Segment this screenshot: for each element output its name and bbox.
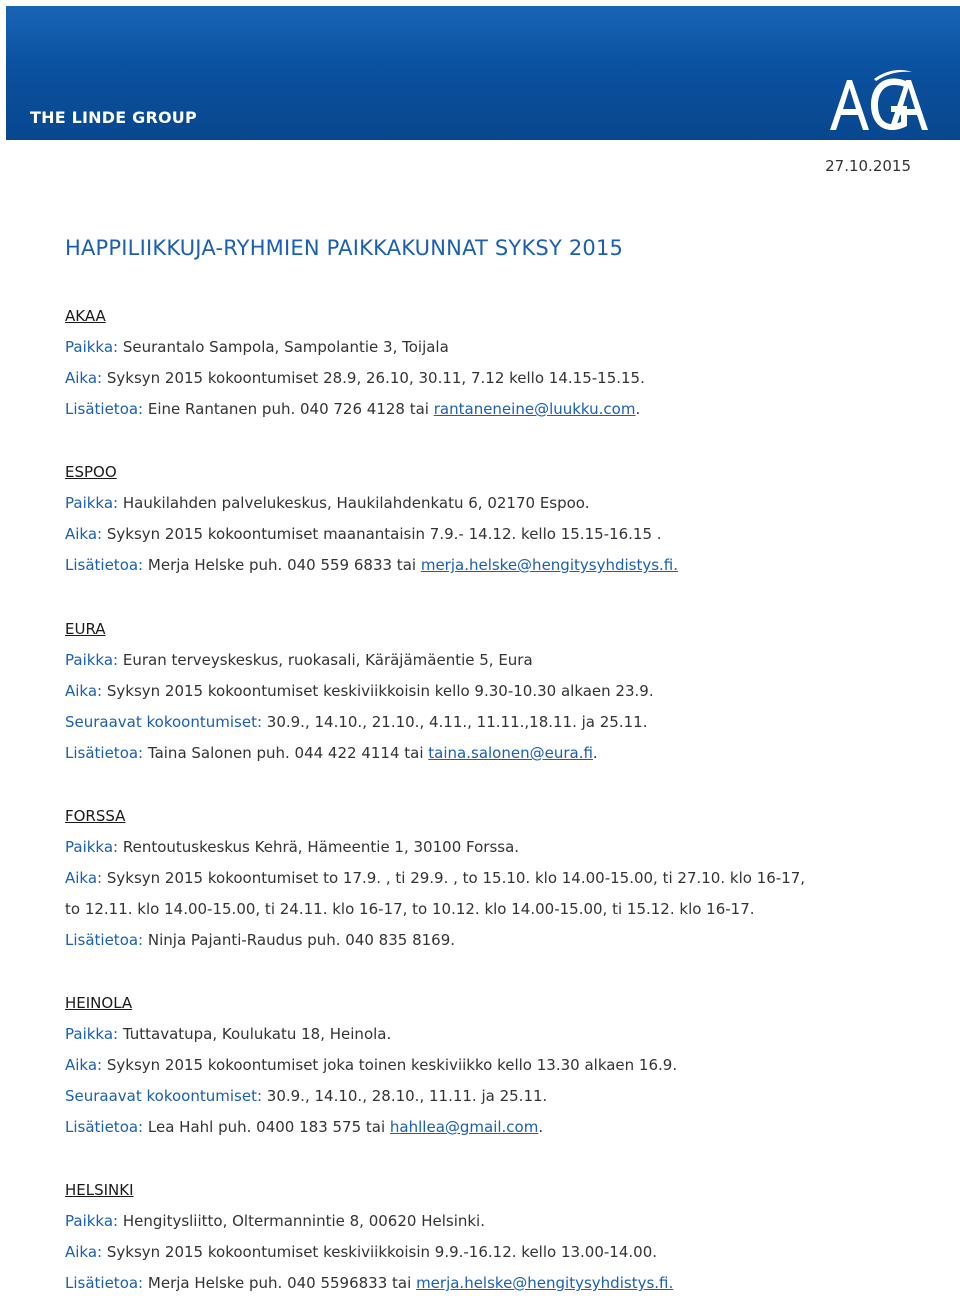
paikka-label: Paikka: — [65, 1025, 119, 1043]
paikka-line — [65, 1024, 925, 1055]
email-link[interactable]: merja.helske@hengitysyhdistys.fi. — [420, 556, 679, 574]
document-title: HAPPILIIKKUJA-RYHMIEN PAIKKAKUNNAT SYKSY 2015 — [65, 236, 624, 260]
section-akaa — [65, 306, 925, 430]
section-espoo — [65, 462, 925, 586]
trailing-period: . — [538, 1118, 544, 1136]
lisatietoa-line — [65, 930, 925, 961]
seuraavat-line — [65, 1086, 925, 1117]
lisatietoa-value: Merja Helske puh. 040 559 6833 tai — [143, 556, 421, 574]
lisatietoa-value: Merja Helske puh. 040 5596833 tai — [143, 1274, 417, 1292]
section-heading: ESPOO — [65, 463, 117, 481]
aika-label: Aika: — [65, 369, 103, 387]
paikka-line — [65, 337, 925, 368]
paikka-line — [65, 650, 925, 681]
paikka-value: Seurantalo Sampola, Sampolantie 3, Toijala — [118, 338, 449, 356]
aika-label: Aika: — [65, 869, 103, 887]
lisatietoa-line — [65, 555, 925, 586]
aika-continuation-line — [65, 899, 925, 930]
aika-label: Aika: — [65, 1243, 103, 1261]
paikka-label: Paikka: — [65, 338, 119, 356]
paikka-value: Hengitysliitto, Oltermannintie 8, 00620 Helsinki. — [118, 1212, 485, 1230]
paikka-label: Paikka: — [65, 838, 119, 856]
section-forssa — [65, 806, 925, 961]
seuraavat-line — [65, 712, 925, 743]
aika-line — [65, 1055, 925, 1086]
aika-line — [65, 1242, 925, 1273]
section-heading: EURA — [65, 620, 106, 638]
paikka-label: Paikka: — [65, 651, 119, 669]
section-helsinki — [65, 1180, 925, 1304]
paikka-line — [65, 1211, 925, 1242]
linde-group-brand: THE LINDE GROUP — [30, 108, 197, 127]
email-link[interactable]: rantaneneine@luukku.com — [433, 400, 636, 418]
paikka-line — [65, 493, 925, 524]
paikka-label: Paikka: — [65, 1212, 119, 1230]
paikka-line — [65, 837, 925, 868]
email-link[interactable]: hahllea@gmail.com — [389, 1118, 539, 1136]
lisatietoa-value: Taina Salonen puh. 044 422 4114 tai — [143, 744, 429, 762]
lisatietoa-line — [65, 399, 925, 430]
header-banner — [6, 6, 960, 140]
section-heading: AKAA — [65, 307, 106, 325]
aika-value: Syksyn 2015 kokoontumiset keskiviikkoisin 9.9.-16.12. kello 13.00-14.00. — [102, 1243, 658, 1261]
trailing-period: . — [592, 744, 598, 762]
paikka-value: Rentoutuskeskus Kehrä, Hämeentie 1, 30100 Forssa. — [118, 838, 520, 856]
paikka-value: Tuttavatupa, Koulukatu 18, Heinola. — [118, 1025, 392, 1043]
lisatietoa-value: Eine Rantanen puh. 040 726 4128 tai — [143, 400, 434, 418]
lisatietoa-label: Lisätietoa: — [65, 556, 144, 574]
section-heading: HELSINKI — [65, 1181, 134, 1199]
paikka-label: Paikka: — [65, 494, 119, 512]
lisatietoa-label: Lisätietoa: — [65, 744, 144, 762]
aga-logo — [828, 68, 932, 132]
lisatietoa-value: Ninja Pajanti-Raudus puh. 040 835 8169. — [143, 931, 456, 949]
aika-label: Aika: — [65, 682, 103, 700]
banner-gradient — [6, 6, 960, 66]
aika-value: Syksyn 2015 kokoontumiset joka toinen keskiviikko kello 13.30 alkaen 16.9. — [102, 1056, 678, 1074]
aika-line — [65, 368, 925, 399]
aika-value: Syksyn 2015 kokoontumiset keskiviikkoisin kello 9.30-10.30 alkaen 23.9. — [102, 682, 654, 700]
section-heinola — [65, 993, 925, 1148]
paikka-value: Euran terveyskeskus, ruokasali, Käräjämäentie 5, Eura — [118, 651, 533, 669]
aika-line — [65, 524, 925, 555]
lisatietoa-line — [65, 1117, 925, 1148]
lisatietoa-line — [65, 743, 925, 774]
aika-label: Aika: — [65, 525, 103, 543]
lisatietoa-value: Lea Hahl puh. 0400 183 575 tai — [143, 1118, 390, 1136]
email-link[interactable]: taina.salonen@eura.fi — [428, 744, 593, 762]
aika-label: Aika: — [65, 1056, 103, 1074]
document-date: 27.10.2015 — [825, 157, 911, 175]
section-heading: FORSSA — [65, 807, 126, 825]
paikka-value: Haukilahden palvelukeskus, Haukilahdenkatu 6, 02170 Espoo. — [118, 494, 590, 512]
aika-line — [65, 681, 925, 712]
lisatietoa-label: Lisätietoa: — [65, 1118, 144, 1136]
seuraavat-value: 30.9., 14.10., 28.10., 11.11. ja 25.11. — [262, 1087, 548, 1105]
aika-value: Syksyn 2015 kokoontumiset 28.9, 26.10, 30.11, 7.12 kello 14.15-15.15. — [102, 369, 645, 387]
email-link[interactable]: merja.helske@hengitysyhdistys.fi. — [416, 1274, 674, 1292]
seuraavat-value: 30.9., 14.10., 21.10., 4.11., 11.11.,18.11. ja 25.11. — [262, 713, 648, 731]
lisatietoa-line — [65, 1273, 925, 1304]
lisatietoa-label: Lisätietoa: — [65, 400, 144, 418]
seuraavat-label: Seuraavat kokoontumiset: — [65, 713, 263, 731]
section-heading: HEINOLA — [65, 994, 133, 1012]
seuraavat-label: Seuraavat kokoontumiset: — [65, 1087, 263, 1105]
aika-line — [65, 868, 925, 899]
lisatietoa-label: Lisätietoa: — [65, 931, 144, 949]
aika-continuation: to 12.11. klo 14.00-15.00, ti 24.11. klo 16-17, to 10.12. klo 14.00-15.00, ti 15.12. klo 16-17. — [65, 900, 755, 918]
aika-value: Syksyn 2015 kokoontumiset maanantaisin 7.9.- 14.12. kello 15.15-16.15 . — [102, 525, 662, 543]
lisatietoa-label: Lisätietoa: — [65, 1274, 144, 1292]
trailing-period: . — [635, 400, 641, 418]
aika-value: Syksyn 2015 kokoontumiset to 17.9. , ti 29.9. , to 15.10. klo 14.00-15.00, ti 27.10. klo 16-17, — [102, 869, 806, 887]
section-eura — [65, 619, 925, 774]
